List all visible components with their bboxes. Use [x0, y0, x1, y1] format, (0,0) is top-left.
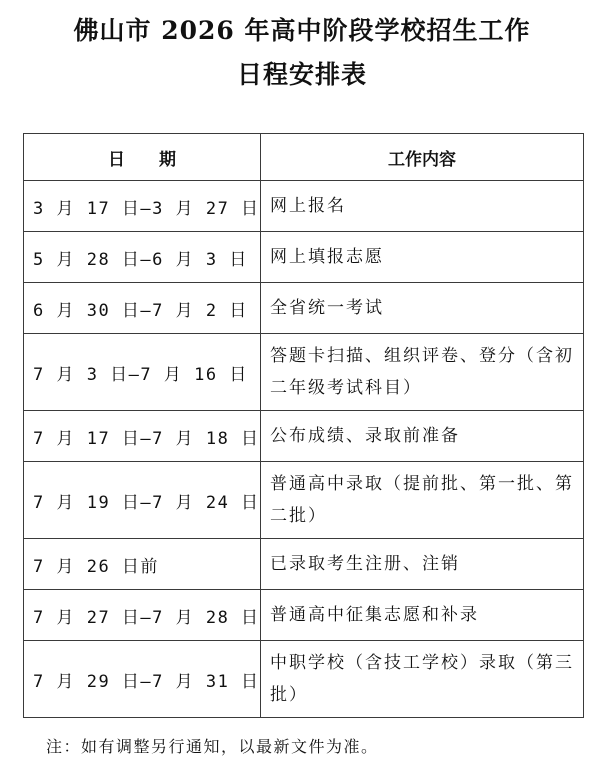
table-row — [24, 232, 584, 283]
content-cell: 全省统一考试 — [261, 283, 584, 334]
footnote: 注：如有调整另行通知，以最新文件为准。 — [46, 737, 379, 756]
date-cell: 7 月 19 日—7 月 24 日 — [24, 462, 261, 539]
date-cell: 7 月 17 日—7 月 18 日 — [24, 411, 261, 462]
content-cell: 普通高中录取（提前批、第一批、第二批） — [261, 462, 584, 539]
date-cell: 7 月 27 日—7 月 28 日 — [24, 590, 261, 641]
document-title-line-1: 佛山市 2026 年高中阶段学校招生工作 — [73, 16, 531, 45]
table-row — [24, 462, 584, 539]
table-row — [24, 590, 584, 641]
column-header-content: 工作内容 — [261, 134, 584, 181]
content-cell: 网上报名 — [261, 181, 584, 232]
date-cell: 7 月 26 日前 — [24, 539, 261, 590]
content-cell: 公布成绩、录取前准备 — [261, 411, 584, 462]
column-header-date: 日 期 — [24, 134, 261, 181]
date-cell: 7 月 29 日—7 月 31 日 — [24, 641, 261, 718]
table-row — [24, 411, 584, 462]
table-header-row — [24, 134, 584, 181]
date-cell: 5 月 28 日—6 月 3 日 — [24, 232, 261, 283]
content-cell: 答题卡扫描、组织评卷、登分（含初二年级考试科目） — [261, 334, 584, 411]
table-row — [24, 539, 584, 590]
table-row — [24, 283, 584, 334]
document-title-line-2: 日程安排表 — [236, 60, 367, 89]
date-cell: 3 月 17 日—3 月 27 日 — [24, 181, 261, 232]
content-cell: 已录取考生注册、注销 — [261, 539, 584, 590]
table-row — [24, 181, 584, 232]
table-row — [24, 334, 584, 411]
schedule-table — [23, 133, 584, 718]
table-row — [24, 641, 584, 718]
date-cell: 6 月 30 日—7 月 2 日 — [24, 283, 261, 334]
content-cell: 中职学校（含技工学校）录取（第三批） — [261, 641, 584, 718]
content-cell: 普通高中征集志愿和补录 — [261, 590, 584, 641]
date-cell: 7 月 3 日—7 月 16 日 — [24, 334, 261, 411]
content-cell: 网上填报志愿 — [261, 232, 584, 283]
